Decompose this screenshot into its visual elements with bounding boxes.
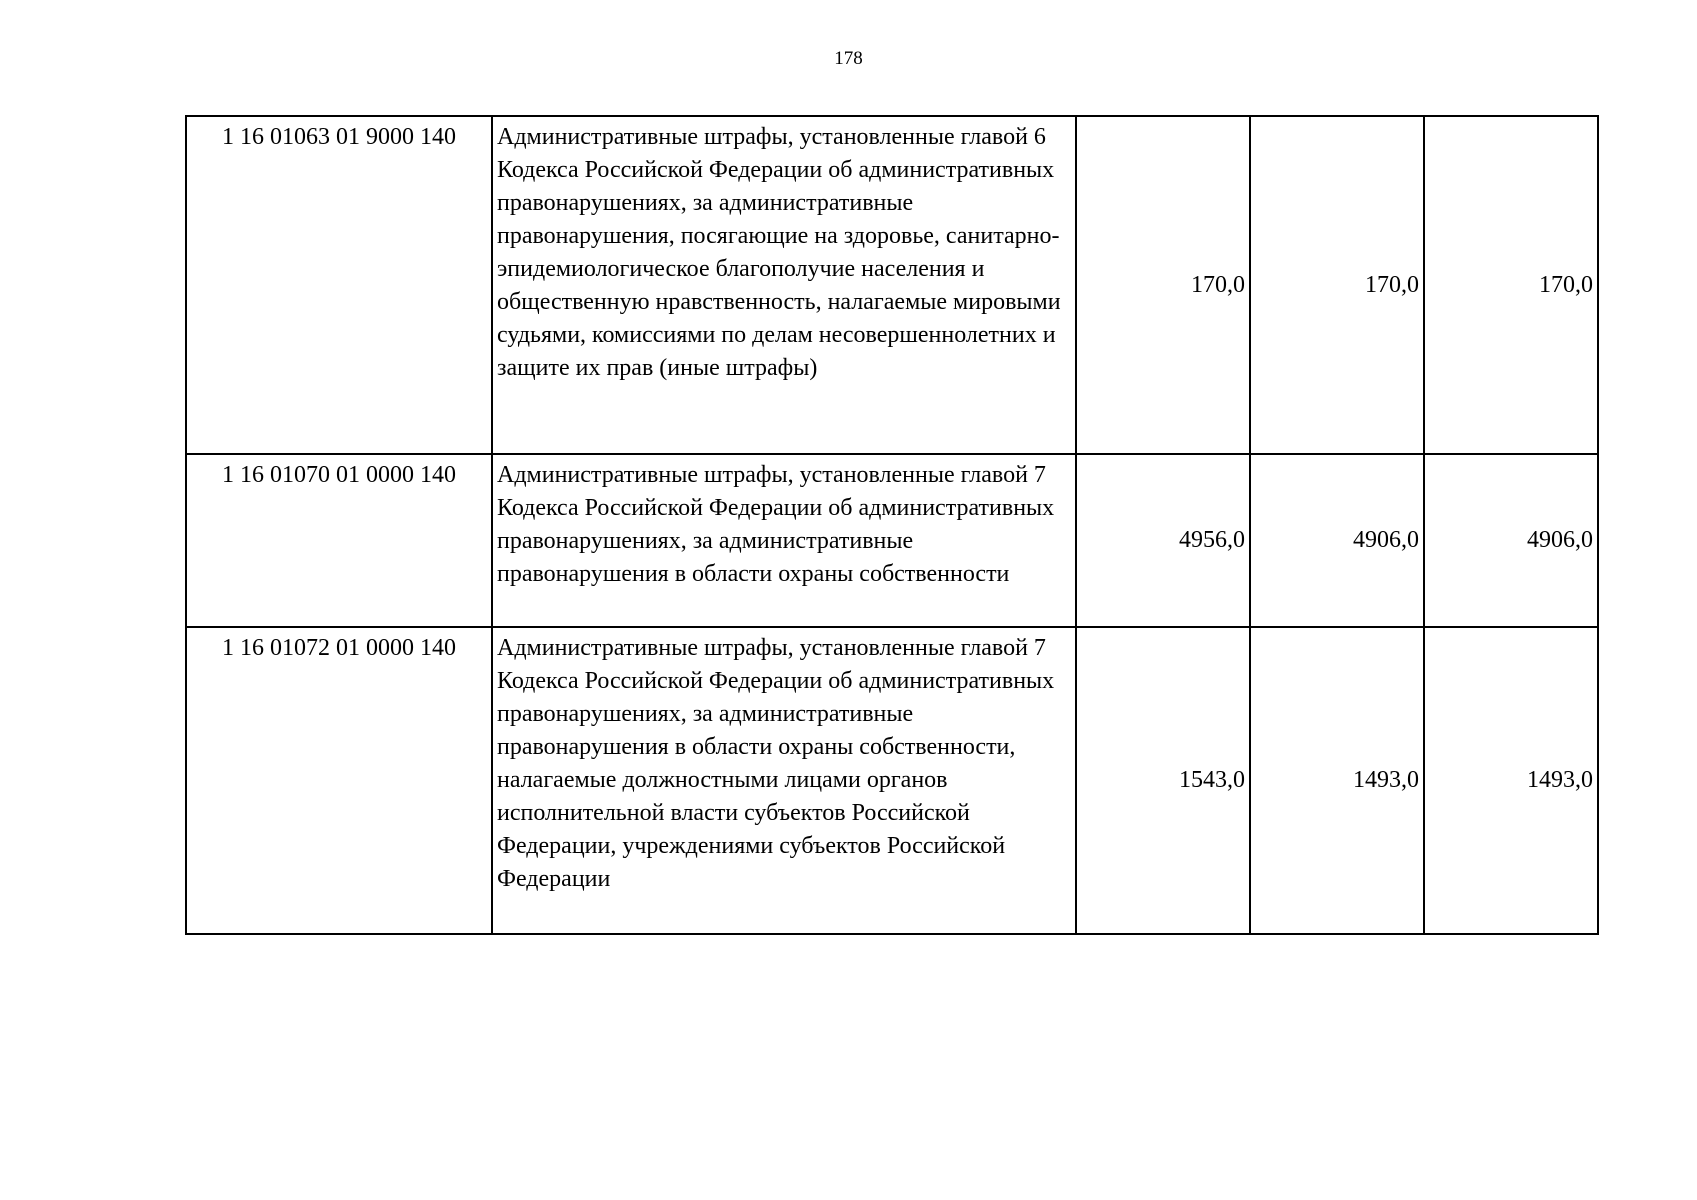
amount-cell-1: 4956,0 — [1076, 454, 1250, 627]
table-row — [186, 116, 1598, 454]
table-row — [186, 627, 1598, 934]
amount-cell-3: 1493,0 — [1424, 627, 1598, 934]
budget-code-cell: 1 16 01072 01 0000 140 — [186, 627, 492, 934]
income-name-cell: Административные штрафы, установленные главой 6 Кодекса Российской Федерации об административных правонарушениях, за административные правонарушения, посягающие на здоровье, санитарно-эпидемиологическое благополучие населения и общественную нравственность, налагаемые мировыми судьями, комиссиями по делам несовершеннолетних и защите их прав (иные штрафы) — [492, 116, 1076, 454]
budget-code-cell: 1 16 01070 01 0000 140 — [186, 454, 492, 627]
revenue-table — [185, 115, 1599, 935]
amount-cell-2: 4906,0 — [1250, 454, 1424, 627]
amount-cell-3: 4906,0 — [1424, 454, 1598, 627]
amount-cell-3: 170,0 — [1424, 116, 1598, 454]
table-row — [186, 454, 1598, 627]
amount-cell-2: 1493,0 — [1250, 627, 1424, 934]
income-name-cell: Административные штрафы, установленные главой 7 Кодекса Российской Федерации об административных правонарушениях, за административные правонарушения в области охраны собственности, налагаемые должностными лицами органов исполнительной власти субъектов Российской Федерации, учреждениями субъектов Российской Федерации — [492, 627, 1076, 934]
amount-cell-1: 170,0 — [1076, 116, 1250, 454]
page-number: 178 — [834, 48, 863, 69]
income-name-cell: Административные штрафы, установленные главой 7 Кодекса Российской Федерации об административных правонарушениях, за административные правонарушения в области охраны собственности — [492, 454, 1076, 627]
budget-code-cell: 1 16 01063 01 9000 140 — [186, 116, 492, 454]
amount-cell-2: 170,0 — [1250, 116, 1424, 454]
amount-cell-1: 1543,0 — [1076, 627, 1250, 934]
